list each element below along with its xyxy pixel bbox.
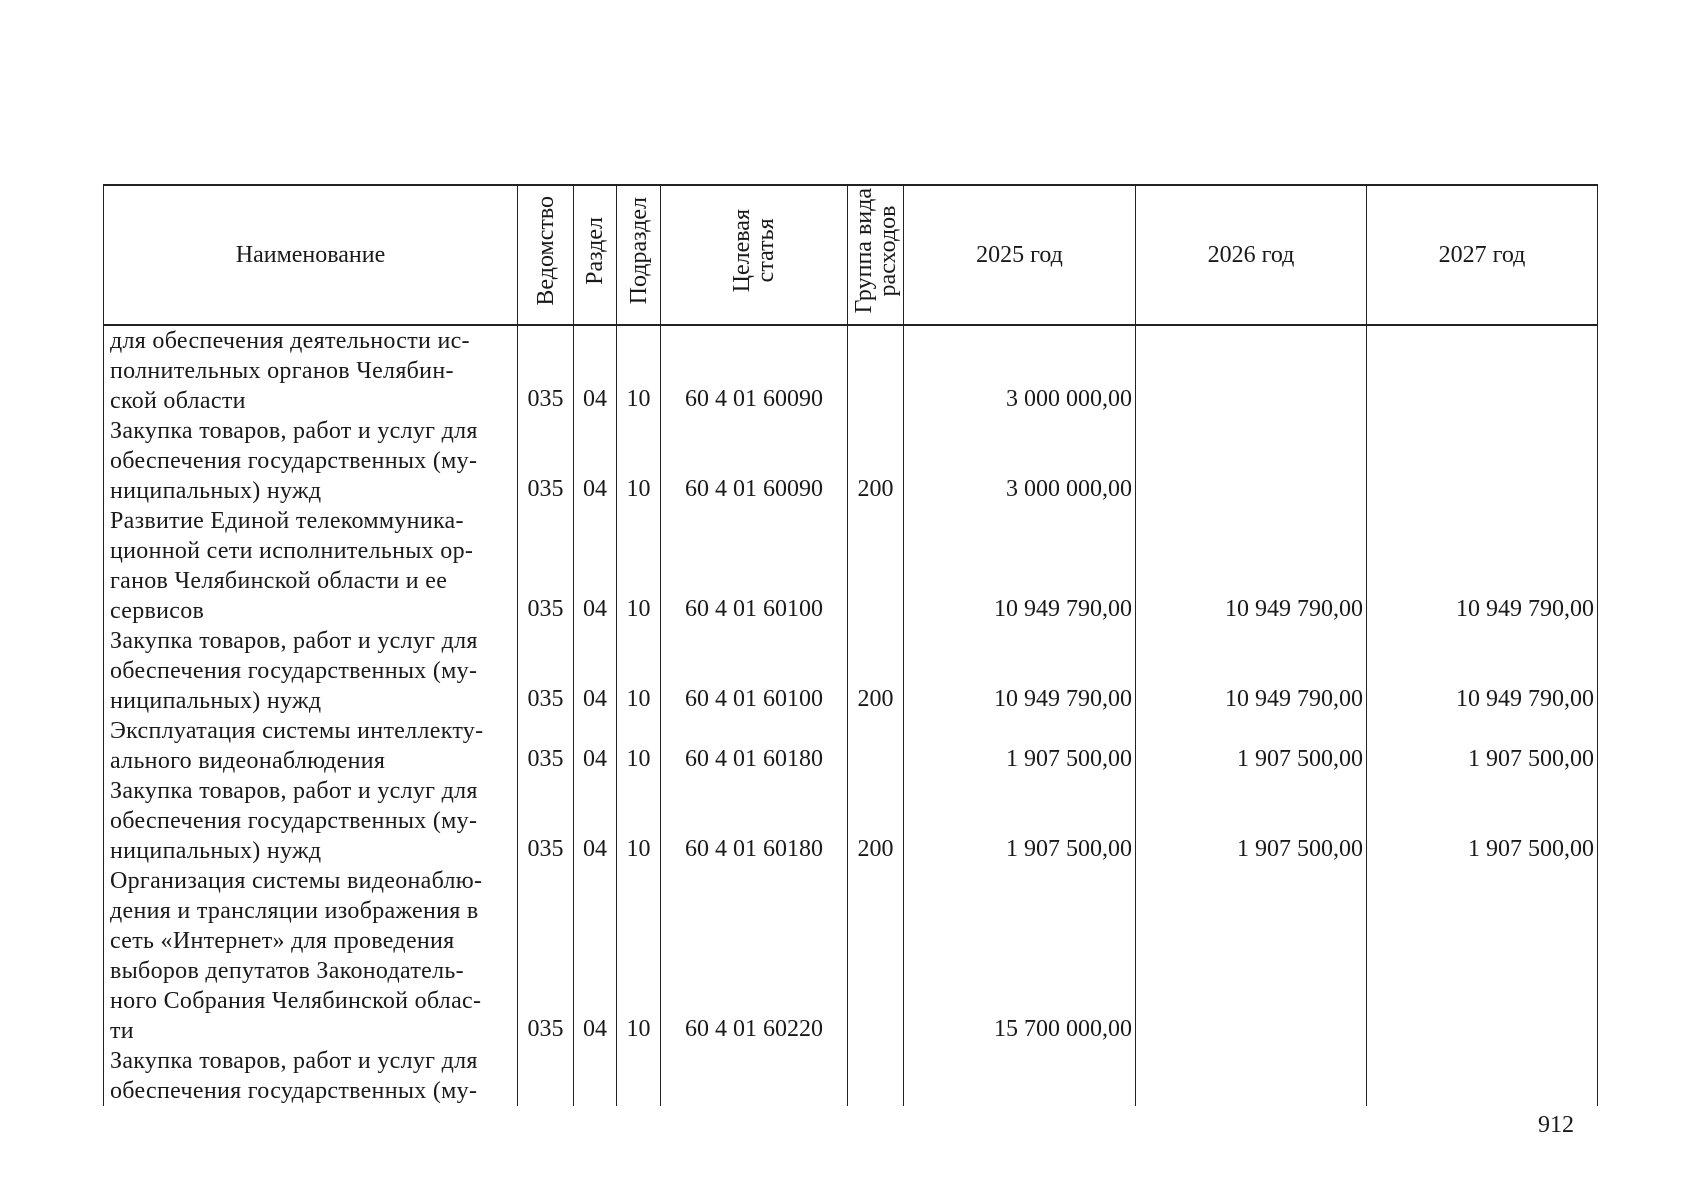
- header-2027: 2027 год: [1367, 185, 1598, 325]
- cell-y2027: 10 949 790,00: [1367, 626, 1598, 716]
- header-2025: 2025 год: [904, 185, 1136, 325]
- cell-y2026: [1136, 866, 1367, 1046]
- cell-section: 04: [574, 776, 617, 866]
- cell-y2025: 1 907 500,00: [904, 716, 1136, 776]
- cell-section: 04: [574, 626, 617, 716]
- cell-department: 035: [518, 325, 574, 416]
- cell-expense-group: 200: [848, 776, 904, 866]
- cell-target-article: 60 4 01 60090: [661, 416, 848, 506]
- header-expense-group-label: Группа вида расходов: [850, 188, 901, 314]
- cell-name: Развитие Единой телекоммуника- ционной сети исполнительных ор- ганов Челябинской области и ее сервисов: [104, 506, 518, 626]
- header-subsection-label: Подраздел: [625, 197, 652, 305]
- cell-subsection: 10: [617, 716, 661, 776]
- cell-y2025: 10 949 790,00: [904, 506, 1136, 626]
- cell-department: 035: [518, 776, 574, 866]
- cell-y2027: 1 907 500,00: [1367, 716, 1598, 776]
- header-subsection: [617, 185, 661, 325]
- cell-expense-group: 200: [848, 416, 904, 506]
- cell-y2026: [1136, 1046, 1367, 1106]
- header-department: [518, 185, 574, 325]
- cell-name: Организация системы видеонаблю- дения и трансляции изображения в сеть «Интернет» для проведения выборов депутатов Законодатель- ного Собрания Челябинской облас- ти: [104, 866, 518, 1046]
- cell-section: 04: [574, 416, 617, 506]
- cell-expense-group: [848, 325, 904, 416]
- table-row: [104, 716, 1598, 776]
- cell-name: Закупка товаров, работ и услуг для обеспечения государственных (му- ниципальных) нужд: [104, 416, 518, 506]
- cell-subsection: 10: [617, 626, 661, 716]
- table-row: [104, 325, 1598, 416]
- header-target-article: [661, 185, 848, 325]
- cell-expense-group: [848, 866, 904, 1046]
- cell-y2027: 10 949 790,00: [1367, 506, 1598, 626]
- cell-section: [574, 1046, 617, 1106]
- cell-subsection: 10: [617, 866, 661, 1046]
- header-name: Наименование: [104, 185, 518, 325]
- header-row: [104, 185, 1598, 325]
- cell-department: 035: [518, 506, 574, 626]
- cell-target-article: 60 4 01 60090: [661, 325, 848, 416]
- cell-name: Эксплуатация системы интеллекту- ального видеонаблюдения: [104, 716, 518, 776]
- page-number: 912: [1538, 1112, 1574, 1138]
- cell-y2025: [904, 1046, 1136, 1106]
- cell-department: 035: [518, 716, 574, 776]
- cell-subsection: 10: [617, 776, 661, 866]
- cell-target-article: 60 4 01 60100: [661, 626, 848, 716]
- cell-department: 035: [518, 866, 574, 1046]
- cell-y2026: [1136, 416, 1367, 506]
- cell-y2026: 10 949 790,00: [1136, 506, 1367, 626]
- header-section-label: Раздел: [582, 217, 608, 285]
- table-body: [104, 325, 1598, 1106]
- cell-section: 04: [574, 866, 617, 1046]
- header-department-label: Ведомство: [532, 196, 559, 306]
- cell-section: 04: [574, 506, 617, 626]
- cell-y2026: 1 907 500,00: [1136, 716, 1367, 776]
- cell-target-article: 60 4 01 60100: [661, 506, 848, 626]
- cell-y2027: [1367, 1046, 1598, 1106]
- cell-name: Закупка товаров, работ и услуг для обеспечения государственных (му-: [104, 1046, 518, 1106]
- cell-name: Закупка товаров, работ и услуг для обеспечения государственных (му- ниципальных) нужд: [104, 626, 518, 716]
- cell-subsection: 10: [617, 506, 661, 626]
- cell-name: Закупка товаров, работ и услуг для обеспечения государственных (му- ниципальных) нужд: [104, 776, 518, 866]
- cell-y2025: 1 907 500,00: [904, 776, 1136, 866]
- cell-y2027: [1367, 325, 1598, 416]
- header-target-article-label: Целевая статья: [729, 209, 779, 293]
- cell-expense-group: [848, 506, 904, 626]
- cell-target-article: 60 4 01 60220: [661, 866, 848, 1046]
- cell-expense-group: 200: [848, 626, 904, 716]
- cell-department: 035: [518, 416, 574, 506]
- cell-subsection: 10: [617, 416, 661, 506]
- table-row: [104, 1046, 1598, 1106]
- cell-y2025: 3 000 000,00: [904, 416, 1136, 506]
- cell-department: 035: [518, 626, 574, 716]
- cell-y2025: 3 000 000,00: [904, 325, 1136, 416]
- table-row: [104, 776, 1598, 866]
- cell-y2027: [1367, 866, 1598, 1046]
- header-expense-group: [848, 185, 904, 325]
- cell-y2026: 10 949 790,00: [1136, 626, 1367, 716]
- cell-name: для обеспечения деятельности ис- полнительных органов Челябин- ской области: [104, 325, 518, 416]
- header-2026: 2026 год: [1136, 185, 1367, 325]
- cell-target-article: 60 4 01 60180: [661, 716, 848, 776]
- cell-y2025: 10 949 790,00: [904, 626, 1136, 716]
- table-row: [104, 416, 1598, 506]
- header-section: [574, 185, 617, 325]
- cell-section: 04: [574, 716, 617, 776]
- cell-target-article: 60 4 01 60180: [661, 776, 848, 866]
- cell-section: 04: [574, 325, 617, 416]
- cell-target-article: [661, 1046, 848, 1106]
- table-row: [104, 506, 1598, 626]
- budget-table: [103, 184, 1598, 1106]
- cell-y2027: 1 907 500,00: [1367, 776, 1598, 866]
- cell-subsection: 10: [617, 325, 661, 416]
- cell-subsection: [617, 1046, 661, 1106]
- cell-y2027: [1367, 416, 1598, 506]
- cell-department: [518, 1046, 574, 1106]
- cell-expense-group: [848, 716, 904, 776]
- cell-y2025: 15 700 000,00: [904, 866, 1136, 1046]
- cell-y2026: [1136, 325, 1367, 416]
- table-row: [104, 626, 1598, 716]
- table-row: [104, 866, 1598, 1046]
- cell-expense-group: [848, 1046, 904, 1106]
- cell-y2026: 1 907 500,00: [1136, 776, 1367, 866]
